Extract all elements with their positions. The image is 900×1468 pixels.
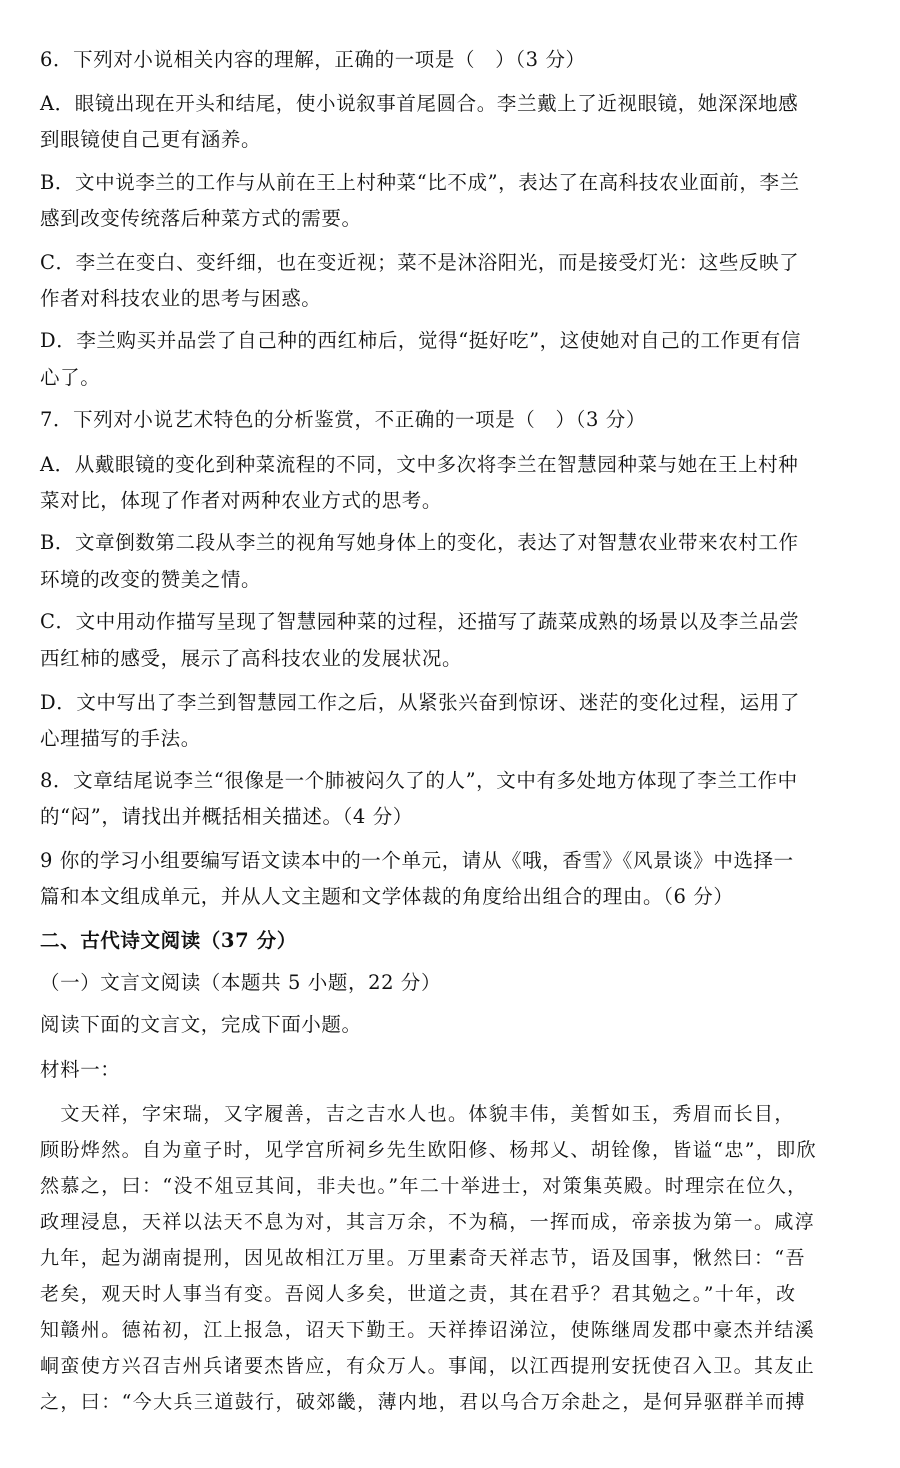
q8-line1: 8．文章结尾说李兰“很像是一个肺被闷久了的人”，文中有多处地方体现了李兰工作中 [40, 769, 798, 792]
q7-option-d-line1: D．文中写出了李兰到智慧园工作之后，从紧张兴奋到惊讶、迷茫的变化过程，运用了 [40, 691, 800, 714]
q7-option-d-line2: 心理描写的手法。 [40, 727, 201, 750]
passage-line-9: 之，曰：“今大兵三道鼓行，破郊畿，薄内地，君以乌合万余赴之，是何异驱群羊而搏 [40, 1391, 806, 1413]
q6-option-b-line2: 感到改变传统落后种菜方式的需要。 [40, 207, 362, 230]
q7-option-b-line1: B．文章倒数第二段从李兰的视角写她身体上的变化，表达了对智慧农业带来农村工作 [40, 531, 799, 554]
q7-option-c-line2: 西红柿的感受，展示了高科技农业的发展状况。 [40, 647, 463, 670]
material-label: 材料一： [40, 1058, 121, 1081]
q6-stem: 6．下列对小说相关内容的理解，正确的一项是（ ）（3 分） [40, 48, 586, 71]
section2-heading: 二、古代诗文阅读（37 分） [40, 929, 297, 952]
passage-line-5: 九年，起为湖南提刑，因见故相江万里。万里素奇天祥志节，语及国事，愀然曰：“吾 [40, 1247, 806, 1269]
q6-option-d-line1: D．李兰购买并品尝了自己种的西红柿后，觉得“挺好吃”，这使她对自己的工作更有信 [40, 329, 801, 352]
q7-option-a-line1: A．从戴眼镜的变化到种菜流程的不同，文中多次将李兰在智慧园种菜与她在王上村种 [40, 453, 799, 476]
q9-line2: 篇和本文组成单元，并从人文主题和文学体裁的角度给出组合的理由。（6 分） [40, 885, 734, 908]
q6-option-c-line2: 作者对科技农业的思考与困惑。 [40, 287, 322, 310]
q6-option-a-line2: 到眼镜使自己更有涵养。 [40, 128, 262, 151]
section2-subheading: （一）文言文阅读（本题共 5 小题，22 分） [40, 971, 442, 994]
q6-option-a-line1: A．眼镜出现在开头和结尾，使小说叙事首尾圆合。李兰戴上了近视眼镜，她深深地感 [40, 92, 799, 115]
q7-option-b-line2: 环境的改变的赞美之情。 [40, 568, 262, 591]
passage-line-7: 知赣州。德祐初，江上报急，诏天下勤王。天祥捧诏涕泣，使陈继周发郡中豪杰并结溪 [40, 1319, 816, 1341]
passage-line-6: 老矣，观天时人事当有变。吾阅人多矣，世道之责，其在君乎？君其勉之。”十年，改 [40, 1283, 797, 1305]
section2-instruction: 阅读下面的文言文，完成下面小题。 [40, 1013, 362, 1036]
passage-line-2: 顾盼烨然。自为童子时，见学宫所祠乡先生欧阳修、杨邦乂、胡铨像，皆谥“忠”，即欣 [40, 1139, 818, 1161]
q7-option-a-line2: 菜对比，体现了作者对两种农业方式的思考。 [40, 489, 443, 512]
q7-stem: 7．下列对小说艺术特色的分析鉴赏，不正确的一项是（ ）（3 分） [40, 408, 646, 431]
q7-option-c-line1: C．文中用动作描写呈现了智慧园种菜的过程，还描写了蔬菜成熟的场景以及李兰品尝 [40, 610, 800, 633]
q9-line1: 9 你的学习小组要编写语文读本中的一个单元，请从《哦，香雪》《风景谈》中选择一 [40, 849, 794, 872]
q6-option-d-line2: 心了。 [40, 366, 101, 389]
q8-line2: 的“闷”，请找出并概括相关描述。（4 分） [40, 805, 413, 828]
passage-line-3: 然慕之，曰：“没不俎豆其间，非夫也。”年二十举进士，对策集英殿。时理宗在位久， [40, 1175, 808, 1197]
passage-line-8: 峒蛮使方兴召吉州兵诸要杰皆应，有众万人。事闻，以江西提刑安抚使召入卫。其友止 [40, 1355, 816, 1377]
q6-option-c-line1: C．李兰在变白、变纤细，也在变近视；菜不是沐浴阳光，而是接受灯光：这些反映了 [40, 251, 800, 274]
q6-option-b-line1: B．文中说李兰的工作与从前在王上村种菜“比不成”，表达了在高科技农业面前，李兰 [40, 171, 800, 194]
passage-line-1: 文天祥，字宋瑞，又字履善，吉之吉水人也。体貌丰伟，美皙如玉，秀眉而长目， [40, 1103, 795, 1125]
passage-line-4: 政理浸息，天祥以法天不息为对，其言万余，不为稿，一挥而成，帝亲拔为第一。咸淳 [40, 1211, 816, 1233]
